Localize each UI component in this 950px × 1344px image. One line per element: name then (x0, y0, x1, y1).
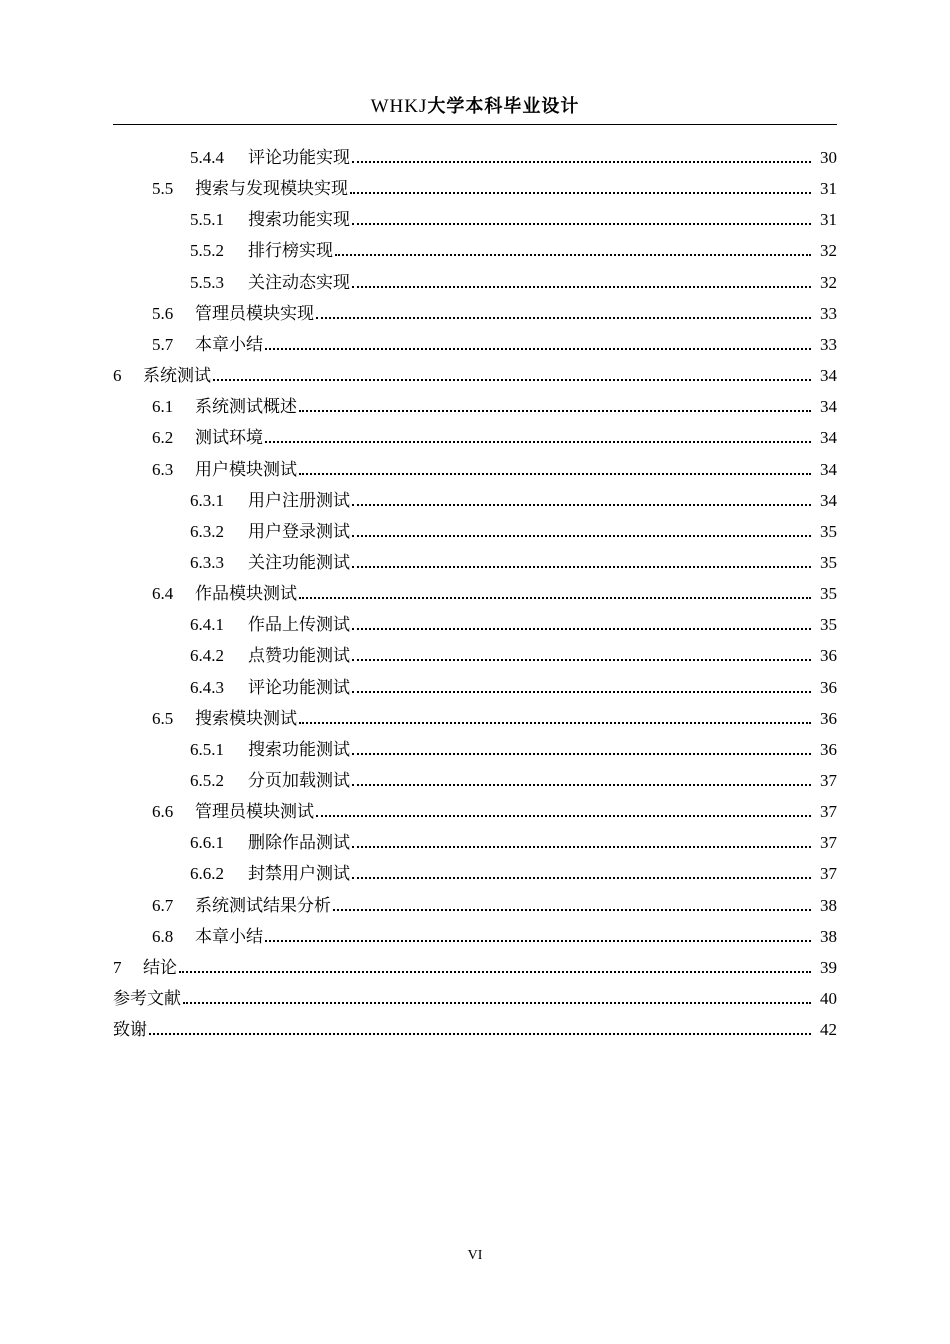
toc-entry-number: 6.8 (152, 926, 174, 946)
toc-entry[interactable] (0, 262, 950, 293)
toc-entry-page: 36 (820, 708, 837, 728)
toc-entry-page: 36 (820, 739, 837, 759)
toc-entry-page: 34 (820, 428, 837, 448)
page-header (0, 92, 950, 118)
toc-entry-page: 37 (820, 833, 837, 853)
toc-entry-page: 30 (820, 148, 837, 167)
toc-entry-title: 关注动态实现 (248, 272, 350, 293)
toc-entry-page: 34 (820, 366, 837, 386)
toc-entry[interactable] (0, 199, 950, 230)
toc-entry-page: 35 (820, 584, 837, 604)
toc-entry-page: 38 (820, 895, 837, 915)
toc-entry[interactable] (0, 853, 950, 884)
toc-leader-dots (299, 410, 811, 412)
toc-entry[interactable] (0, 916, 950, 947)
toc-entry-title: 删除作品测试 (248, 833, 350, 854)
toc-entry[interactable] (0, 355, 950, 386)
toc-entry[interactable] (0, 511, 950, 542)
toc-entry-title: 测试环境 (195, 428, 263, 449)
toc-leader-dots (352, 784, 811, 786)
toc-entry-number: 6.5.2 (190, 771, 224, 790)
toc-entry-number: 6.3.2 (190, 521, 224, 541)
toc-entry-title: 参考文献 (113, 989, 181, 1010)
toc-entry-number: 6.3 (152, 459, 174, 479)
toc-entry-number: 6.5.1 (190, 739, 224, 759)
toc-entry-number: 6.2 (152, 428, 174, 448)
toc-entry-title: 用户注册测试 (248, 490, 350, 511)
toc-leader-dots (350, 192, 811, 194)
toc-entry[interactable] (0, 449, 950, 480)
toc-entry-number: 6.4.3 (190, 677, 224, 697)
toc-entry-title: 关注功能测试 (248, 552, 350, 573)
toc-entry-title: 搜索模块测试 (195, 708, 297, 729)
toc-entry[interactable] (0, 324, 950, 355)
toc-entry-title: 结论 (143, 957, 177, 978)
toc-entry-page: 31 (820, 179, 837, 199)
toc-entry-title: 点赞功能测试 (248, 646, 350, 667)
toc-leader-dots (352, 659, 811, 661)
toc-leader-dots (352, 286, 811, 288)
toc-entry-number: 6 (113, 366, 122, 386)
toc-entry-title: 本章小结 (195, 926, 263, 947)
toc-entry-number: 5.6 (152, 303, 174, 323)
header-school-code: WHKJ (370, 96, 428, 117)
toc-entry-page: 42 (820, 1020, 837, 1040)
toc-entry[interactable] (0, 480, 950, 511)
toc-entry[interactable] (0, 947, 950, 978)
toc-entry[interactable] (0, 791, 950, 822)
toc-entry-title: 本章小结 (195, 334, 263, 355)
toc-entry-page: 34 (820, 397, 837, 417)
toc-entry-number: 6.3.1 (190, 490, 224, 510)
toc-entry-page: 34 (820, 459, 837, 479)
toc-entry-title: 系统测试概述 (195, 397, 297, 418)
toc-entry-number: 5.4.4 (190, 148, 224, 167)
toc-entry-title: 搜索功能测试 (248, 739, 350, 760)
toc-entry-number: 5.5 (152, 179, 174, 199)
toc-entry-title: 作品上传测试 (248, 615, 350, 636)
toc-entry-title: 作品模块测试 (195, 584, 297, 605)
toc-entry-title: 分页加载测试 (248, 771, 350, 791)
toc-entry-title: 评论功能测试 (248, 677, 350, 698)
toc-entry[interactable] (0, 729, 950, 760)
toc-leader-dots (299, 473, 811, 475)
toc-entry-page: 38 (820, 926, 837, 946)
toc-entry-page: 34 (820, 490, 837, 510)
toc-leader-dots (179, 971, 811, 973)
toc-leader-dots (149, 1033, 811, 1035)
toc-entry[interactable] (0, 542, 950, 573)
toc-entry-title: 评论功能实现 (248, 148, 350, 168)
toc-leader-dots (352, 628, 811, 630)
toc-entry[interactable] (0, 137, 950, 168)
toc-entry-title: 用户模块测试 (195, 459, 297, 480)
toc-entry-page: 37 (820, 802, 837, 822)
toc-leader-dots (299, 722, 811, 724)
toc-leader-dots (316, 815, 811, 817)
toc-entry-number: 6.6.2 (190, 864, 224, 884)
toc-entry-number: 5.5.2 (190, 241, 224, 261)
page-number: VI (467, 1248, 483, 1263)
toc-leader-dots (352, 753, 811, 755)
toc-entry-title: 搜索功能实现 (248, 210, 350, 231)
toc-entry-number: 6.4.2 (190, 646, 224, 666)
toc-entry[interactable] (0, 1009, 950, 1040)
toc-leader-dots (213, 379, 811, 381)
toc-entry[interactable] (0, 293, 950, 324)
toc-leader-dots (333, 909, 811, 911)
toc-entry[interactable] (0, 573, 950, 604)
toc-entry-number: 6.7 (152, 895, 174, 915)
toc-entry-page: 39 (820, 957, 837, 977)
toc-entry-page: 37 (820, 864, 837, 884)
toc-entry-title: 致谢 (113, 1020, 147, 1041)
toc-leader-dots (352, 846, 811, 848)
toc-entry[interactable] (0, 635, 950, 666)
toc-entry-page: 33 (820, 303, 837, 323)
toc-entry[interactable] (0, 698, 950, 729)
toc-entry-page: 36 (820, 646, 837, 666)
toc-leader-dots (183, 1002, 811, 1004)
toc-entry-number: 6.6.1 (190, 833, 224, 853)
toc-leader-dots (352, 877, 811, 879)
toc-entry-title: 系统测试 (143, 366, 211, 387)
toc-leader-dots (352, 691, 811, 693)
toc-leader-dots (352, 535, 811, 537)
toc-entry[interactable] (0, 417, 950, 448)
header-rule (113, 124, 837, 125)
toc-entry[interactable] (0, 978, 950, 1009)
toc-leader-dots (352, 223, 811, 225)
toc-entry-page: 33 (820, 334, 837, 354)
toc-entry[interactable] (0, 885, 950, 916)
toc-leader-dots (265, 441, 811, 443)
toc-entry-title: 搜索与发现模块实现 (195, 179, 348, 200)
toc-entry-number: 6.3.3 (190, 552, 224, 572)
toc-entry-page: 32 (820, 241, 837, 261)
toc-leader-dots (335, 254, 811, 256)
toc-entry-number: 6.4.1 (190, 615, 224, 635)
toc-entry-page: 35 (820, 521, 837, 541)
toc-entry-page: 35 (820, 615, 837, 635)
toc-entry-number: 6.6 (152, 802, 174, 822)
toc-entry[interactable] (0, 168, 950, 199)
toc-leader-dots (352, 566, 811, 568)
toc-entry-title: 管理员模块测试 (195, 802, 314, 823)
toc-entry[interactable] (0, 604, 950, 635)
toc-entry-title: 封禁用户测试 (248, 864, 350, 885)
toc-leader-dots (316, 317, 811, 319)
toc-leader-dots (265, 940, 811, 942)
toc-entry-number: 7 (113, 957, 122, 977)
toc-entry-page: 35 (820, 552, 837, 572)
toc-entry[interactable] (0, 230, 950, 261)
toc-entry-title: 排行榜实现 (248, 241, 333, 262)
toc-entry-number: 6.1 (152, 397, 174, 417)
toc-entry-number: 5.7 (152, 334, 174, 354)
toc-entry-title: 管理员模块实现 (195, 303, 314, 324)
toc-entry-page: 32 (820, 272, 837, 292)
toc-leader-dots (299, 597, 811, 599)
toc-entry-page: 36 (820, 677, 837, 697)
toc-leader-dots (352, 504, 811, 506)
toc-entry[interactable] (0, 667, 950, 698)
toc-entry-page: 37 (820, 771, 837, 790)
toc-leader-dots (352, 161, 811, 163)
toc-entry-number: 5.5.1 (190, 210, 224, 230)
toc-entry[interactable] (0, 386, 950, 417)
toc-leader-dots (265, 348, 811, 350)
toc-entry[interactable] (0, 760, 950, 791)
toc-entry-page: 40 (820, 989, 837, 1009)
header-title: 大学本科毕业设计 (427, 96, 580, 117)
toc-entry-number: 6.5 (152, 708, 174, 728)
toc-entry-title: 系统测试结果分析 (195, 895, 331, 916)
toc-entry-number: 6.4 (152, 584, 174, 604)
toc-entry-title: 用户登录测试 (248, 521, 350, 542)
toc-entry[interactable] (0, 822, 950, 853)
toc-entry-page: 31 (820, 210, 837, 230)
toc-entry-number: 5.5.3 (190, 272, 224, 292)
